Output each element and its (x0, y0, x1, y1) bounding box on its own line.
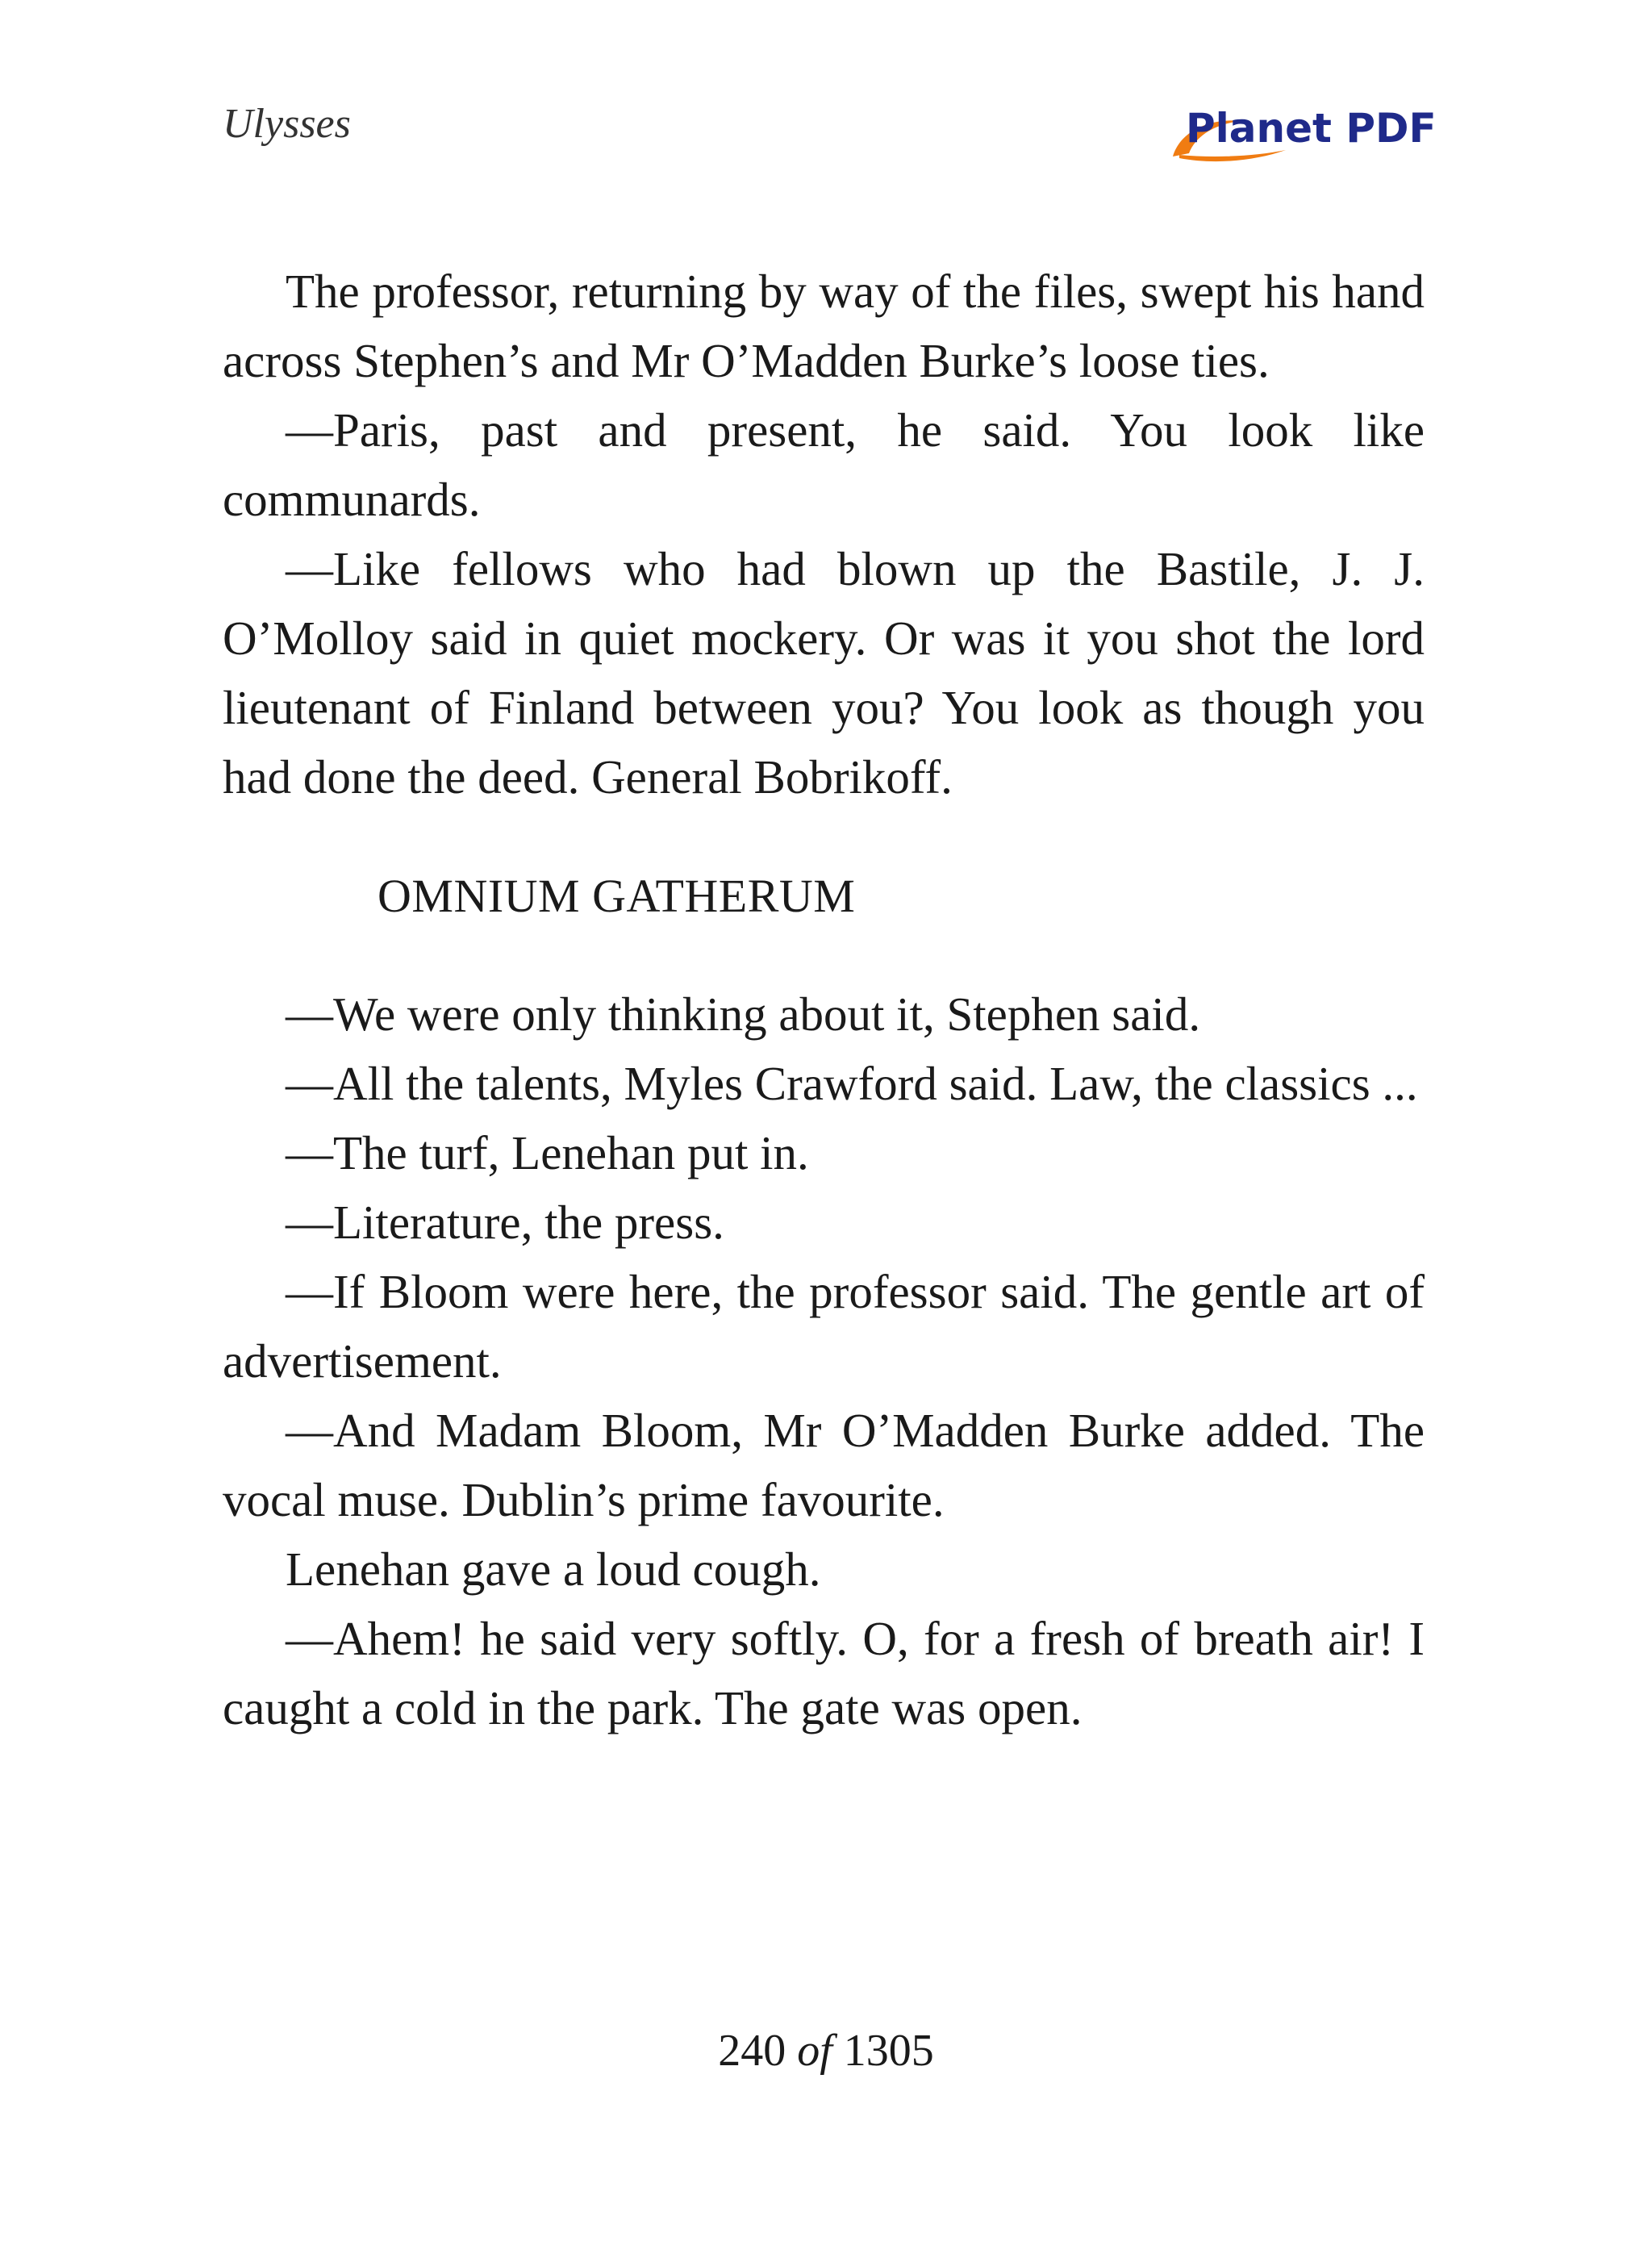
logo-word-pdf: PDF (1345, 105, 1437, 152)
paragraph: —And Madam Bloom, Mr O’Madden Burke added. The vocal muse. Dublin’s prime favourite. (223, 1404, 1425, 1526)
current-page: 240 (718, 2026, 786, 2076)
logo-word-planet: Planet (1186, 105, 1332, 152)
paragraph: —All the talents, Myles Crawford said. Law, the classics ... (286, 1057, 1418, 1110)
logo-text (1186, 105, 1437, 152)
section-heading: OMNIUM GATHERUM (378, 870, 856, 922)
paragraph: —If Bloom were here, the professor said. The gentle art of advertisement. (223, 1265, 1425, 1388)
paragraph: —Literature, the press. (286, 1196, 724, 1249)
paragraph: —Like fellows who had blown up the Bastile, J. J. O’Molloy said in quiet mockery. Or was it you shot the lord lieutenant of Finland between you? You look as though you had done the deed. General Bobrikoff. (223, 542, 1425, 804)
paragraph: —The turf, Lenehan put in. (286, 1126, 809, 1179)
paragraph: —We were only thinking about it, Stephen said. (286, 987, 1201, 1041)
paragraph: —Ahem! he said very softly. O, for a fresh of breath air! I caught a cold in the park. The gate was open. (223, 1612, 1425, 1734)
paragraph: —Paris, past and present, he said. You look like communards. (223, 403, 1425, 526)
book-title: Ulysses (223, 101, 351, 147)
body-text (223, 257, 1425, 1743)
paragraph: Lenehan gave a loud cough. (286, 1542, 821, 1596)
total-pages: 1305 (843, 2026, 934, 2076)
paragraph: The professor, returning by way of the files, swept his hand across Stephen’s and Mr O’Madden Burke’s loose ties. (223, 265, 1425, 387)
of-label: of (797, 2026, 832, 2076)
page-number (0, 2026, 1652, 2076)
planet-pdf-logo (1165, 97, 1437, 169)
